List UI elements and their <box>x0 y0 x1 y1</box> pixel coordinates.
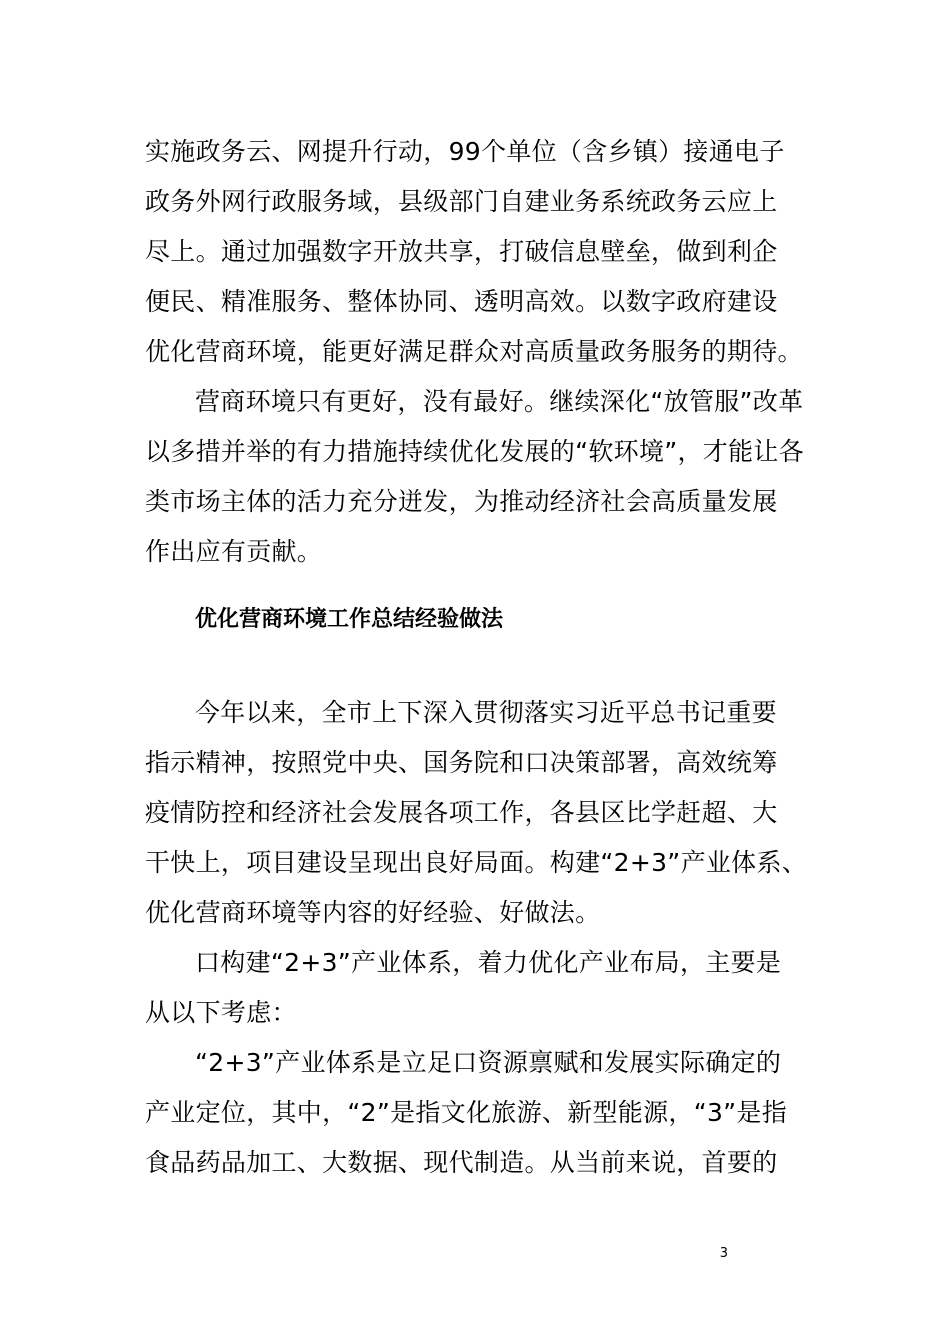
paragraph-5-line-2: 产业定位，其中，“2”是指文化旅游、新型能源，“3”是指 <box>145 1098 788 1127</box>
paragraph-4-line-2: 从以下考虑： <box>145 998 297 1027</box>
paragraph-1-line-4: 便民、精准服务、整体协同、透明高效。以数字政府建设 <box>145 287 778 316</box>
paragraph-3-line-5: 优化营商环境等内容的好经验、好做法。 <box>145 898 601 927</box>
paragraph-3-line-4: 干快上，项目建设呈现出良好局面。构建“2+3”产业体系、 <box>145 848 808 877</box>
paragraph-2-line-1: 营商环境只有更好，没有最好。继续深化“放管服”改革 <box>195 387 804 416</box>
paragraph-5-line-3: 食品药品加工、大数据、现代制造。从当前来说，首要的 <box>145 1148 778 1177</box>
paragraph-1-line-3: 尽上。通过加强数字开放共享，打破信息壁垒，做到利企 <box>145 237 778 266</box>
paragraph-2-line-3: 类市场主体的活力充分迸发，为推动经济社会高质量发展 <box>145 487 778 516</box>
paragraph-4-line-1: 口构建“2+3”产业体系，着力优化产业布局，主要是 <box>195 948 782 977</box>
paragraph-2-line-4: 作出应有贡献。 <box>145 537 323 566</box>
paragraph-1-line-1: 实施政务云、网提升行动，99个单位（含乡镇）接通电子 <box>145 137 785 166</box>
paragraph-2-line-2: 以多措并举的有力措施持续优化发展的“软环境”，才能让各 <box>145 437 805 466</box>
paragraph-3-line-3: 疫情防控和经济社会发展各项工作，各县区比学赶超、大 <box>145 798 778 827</box>
section-title: 优化营商环境工作总结经验做法 <box>195 607 504 632</box>
page-number: 3 <box>719 1246 728 1261</box>
paragraph-3-line-1: 今年以来，全市上下深入贯彻落实习近平总书记重要 <box>195 698 777 727</box>
paragraph-5-line-1: “2+3”产业体系是立足口资源禀赋和发展实际确定的 <box>195 1048 782 1077</box>
paragraph-1-line-2: 政务外网行政服务域，县级部门自建业务系统政务云应上 <box>145 187 778 216</box>
paragraph-1-line-5: 优化营商环境，能更好满足群众对高质量政务服务的期待。 <box>145 337 803 366</box>
paragraph-3-line-2: 指示精神，按照党中央、国务院和口决策部署，高效统筹 <box>145 748 778 777</box>
